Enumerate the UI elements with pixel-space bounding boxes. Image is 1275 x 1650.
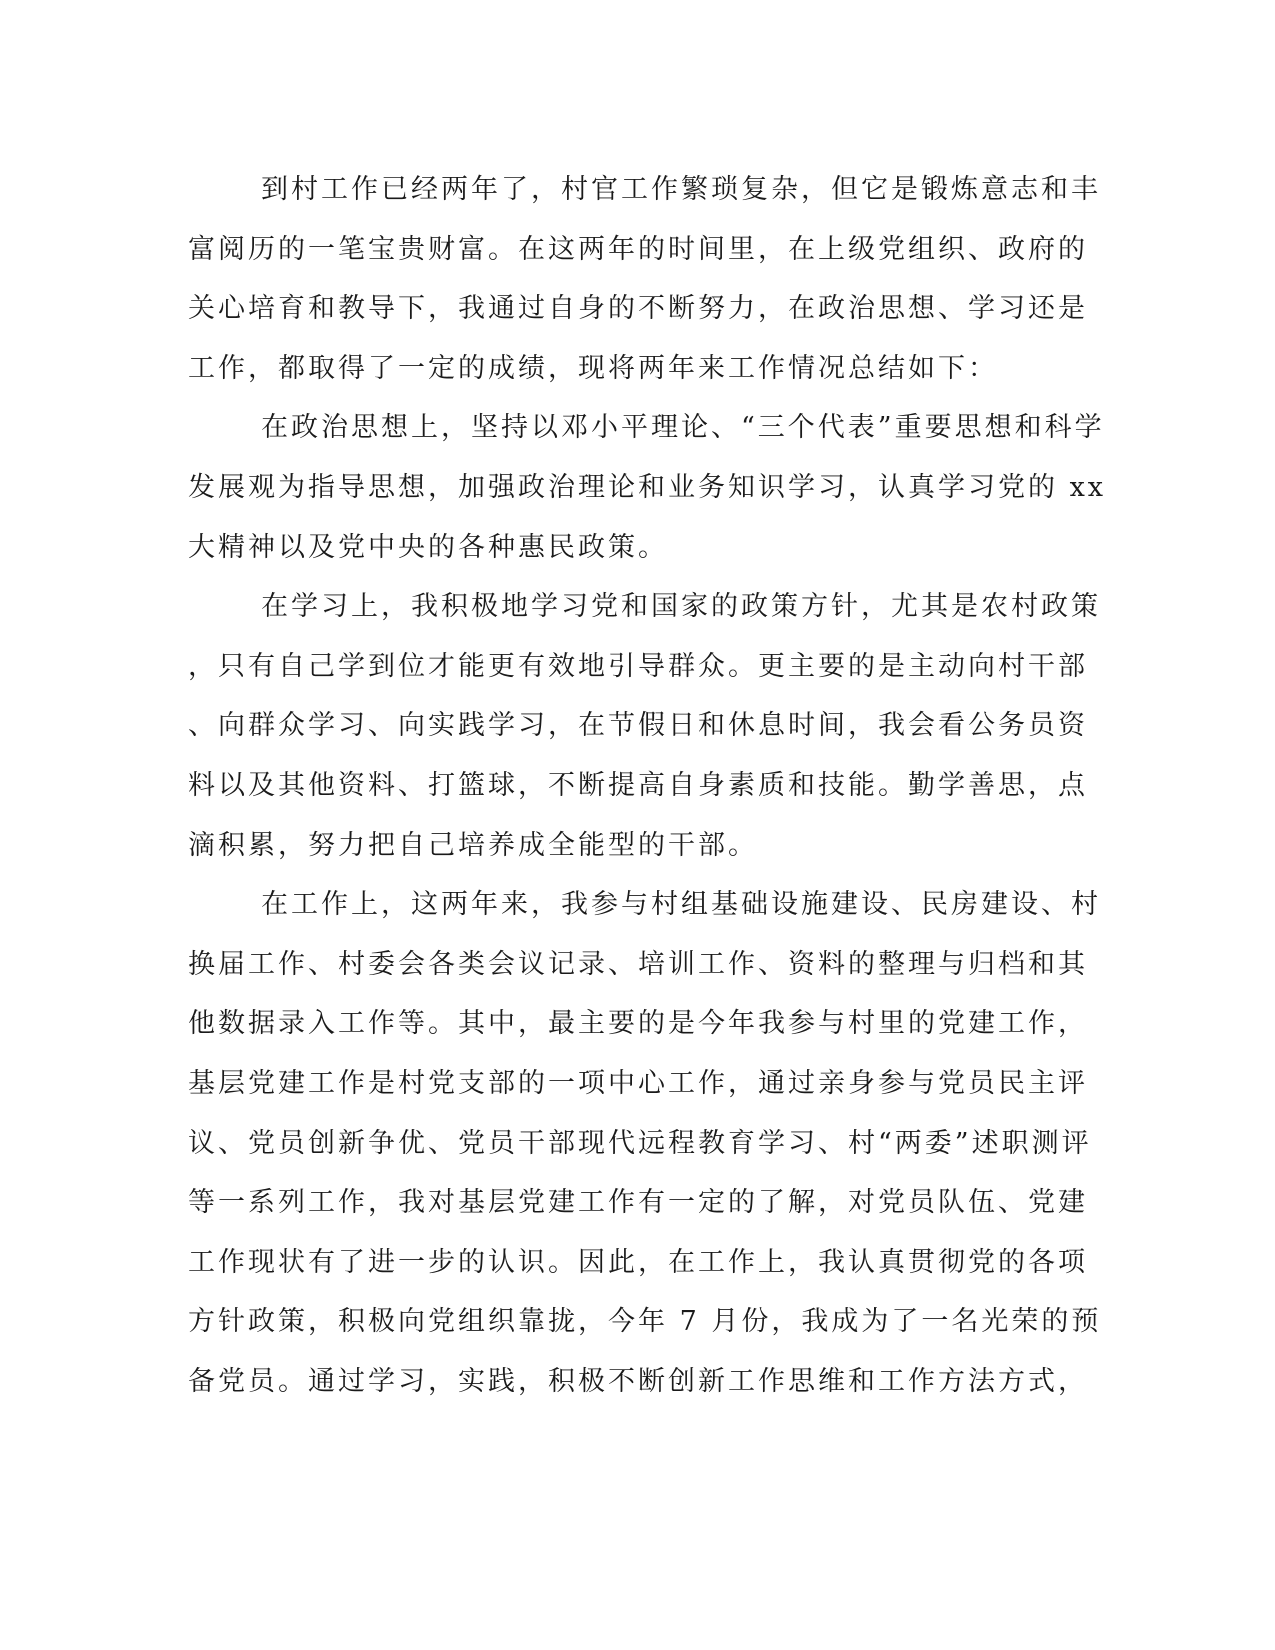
paragraph-4-line-4: 基层党建工作是村党支部的一项中心工作，通过亲身参与党员民主评 — [188, 1067, 1088, 1099]
paragraph-4-line-9: 备党员。通过学习，实践，积极不断创新工作思维和工作方法方式， — [188, 1365, 1088, 1397]
paragraph-1-line-1: 到村工作已经两年了，村官工作繁琐复杂，但它是锻炼意志和丰 — [261, 174, 1101, 205]
document-body — [188, 160, 1107, 1411]
paragraph-4-line-3: 他数据录入工作等。其中，最主要的是今年我参与村里的党建工作， — [188, 1008, 1088, 1040]
paragraph-3-line-3: 、向群众学习、向实践学习，在节假日和休息时间，我会看公务员资 — [188, 710, 1088, 742]
paragraph-2-line-3: 大精神以及党中央的各种惠民政策。 — [188, 531, 668, 563]
paragraph-2-line-2: 发展观为指导思想，加强政治理论和业务知识学习，认真学习党的 xx — [188, 471, 1107, 503]
paragraph-1-line-2: 富阅历的一笔宝贵财富。在这两年的时间里，在上级党组织、政府的 — [188, 233, 1088, 265]
paragraph-4-line-7: 工作现状有了进一步的认识。因此，在工作上，我认真贯彻党的各项 — [188, 1246, 1088, 1278]
paragraph-4-line-1: 在工作上，这两年来，我参与村组基础设施建设、民房建设、村 — [261, 889, 1101, 921]
paragraph-4-line-2: 换届工作、村委会各类会议记录、培训工作、资料的整理与归档和其 — [188, 948, 1088, 980]
paragraph-2-line-1: 在政治思想上，坚持以邓小平理论、“三个代表”重要思想和科学 — [261, 412, 1105, 444]
paragraph-3-line-2: ，只有自己学到位才能更有效地引导群众。更主要的是主动向村干部 — [188, 650, 1088, 682]
paragraph-4-line-8: 方针政策，积极向党组织靠拢，今年 7 月份，我成为了一名光荣的预 — [188, 1306, 1102, 1338]
paragraph-1-line-3: 关心培育和教导下，我通过自身的不断努力，在政治思想、学习还是 — [188, 293, 1088, 325]
paragraph-4-line-5: 议、党员创新争优、党员干部现代远程教育学习、村“两委”述职测评 — [188, 1127, 1092, 1159]
paragraph-3-line-1: 在学习上，我积极地学习党和国家的政策方针，尤其是农村政策 — [261, 591, 1101, 623]
paragraph-4-line-6: 等一系列工作，我对基层党建工作有一定的了解，对党员队伍、党建 — [188, 1187, 1088, 1219]
paragraph-1-line-4: 工作，都取得了一定的成绩，现将两年来工作情况总结如下： — [188, 352, 998, 384]
paragraph-3-line-5: 滴积累，努力把自己培养成全能型的干部。 — [188, 829, 758, 861]
paragraph-3-line-4: 料以及其他资料、打篮球，不断提高自身素质和技能。勤学善思，点 — [188, 769, 1088, 801]
